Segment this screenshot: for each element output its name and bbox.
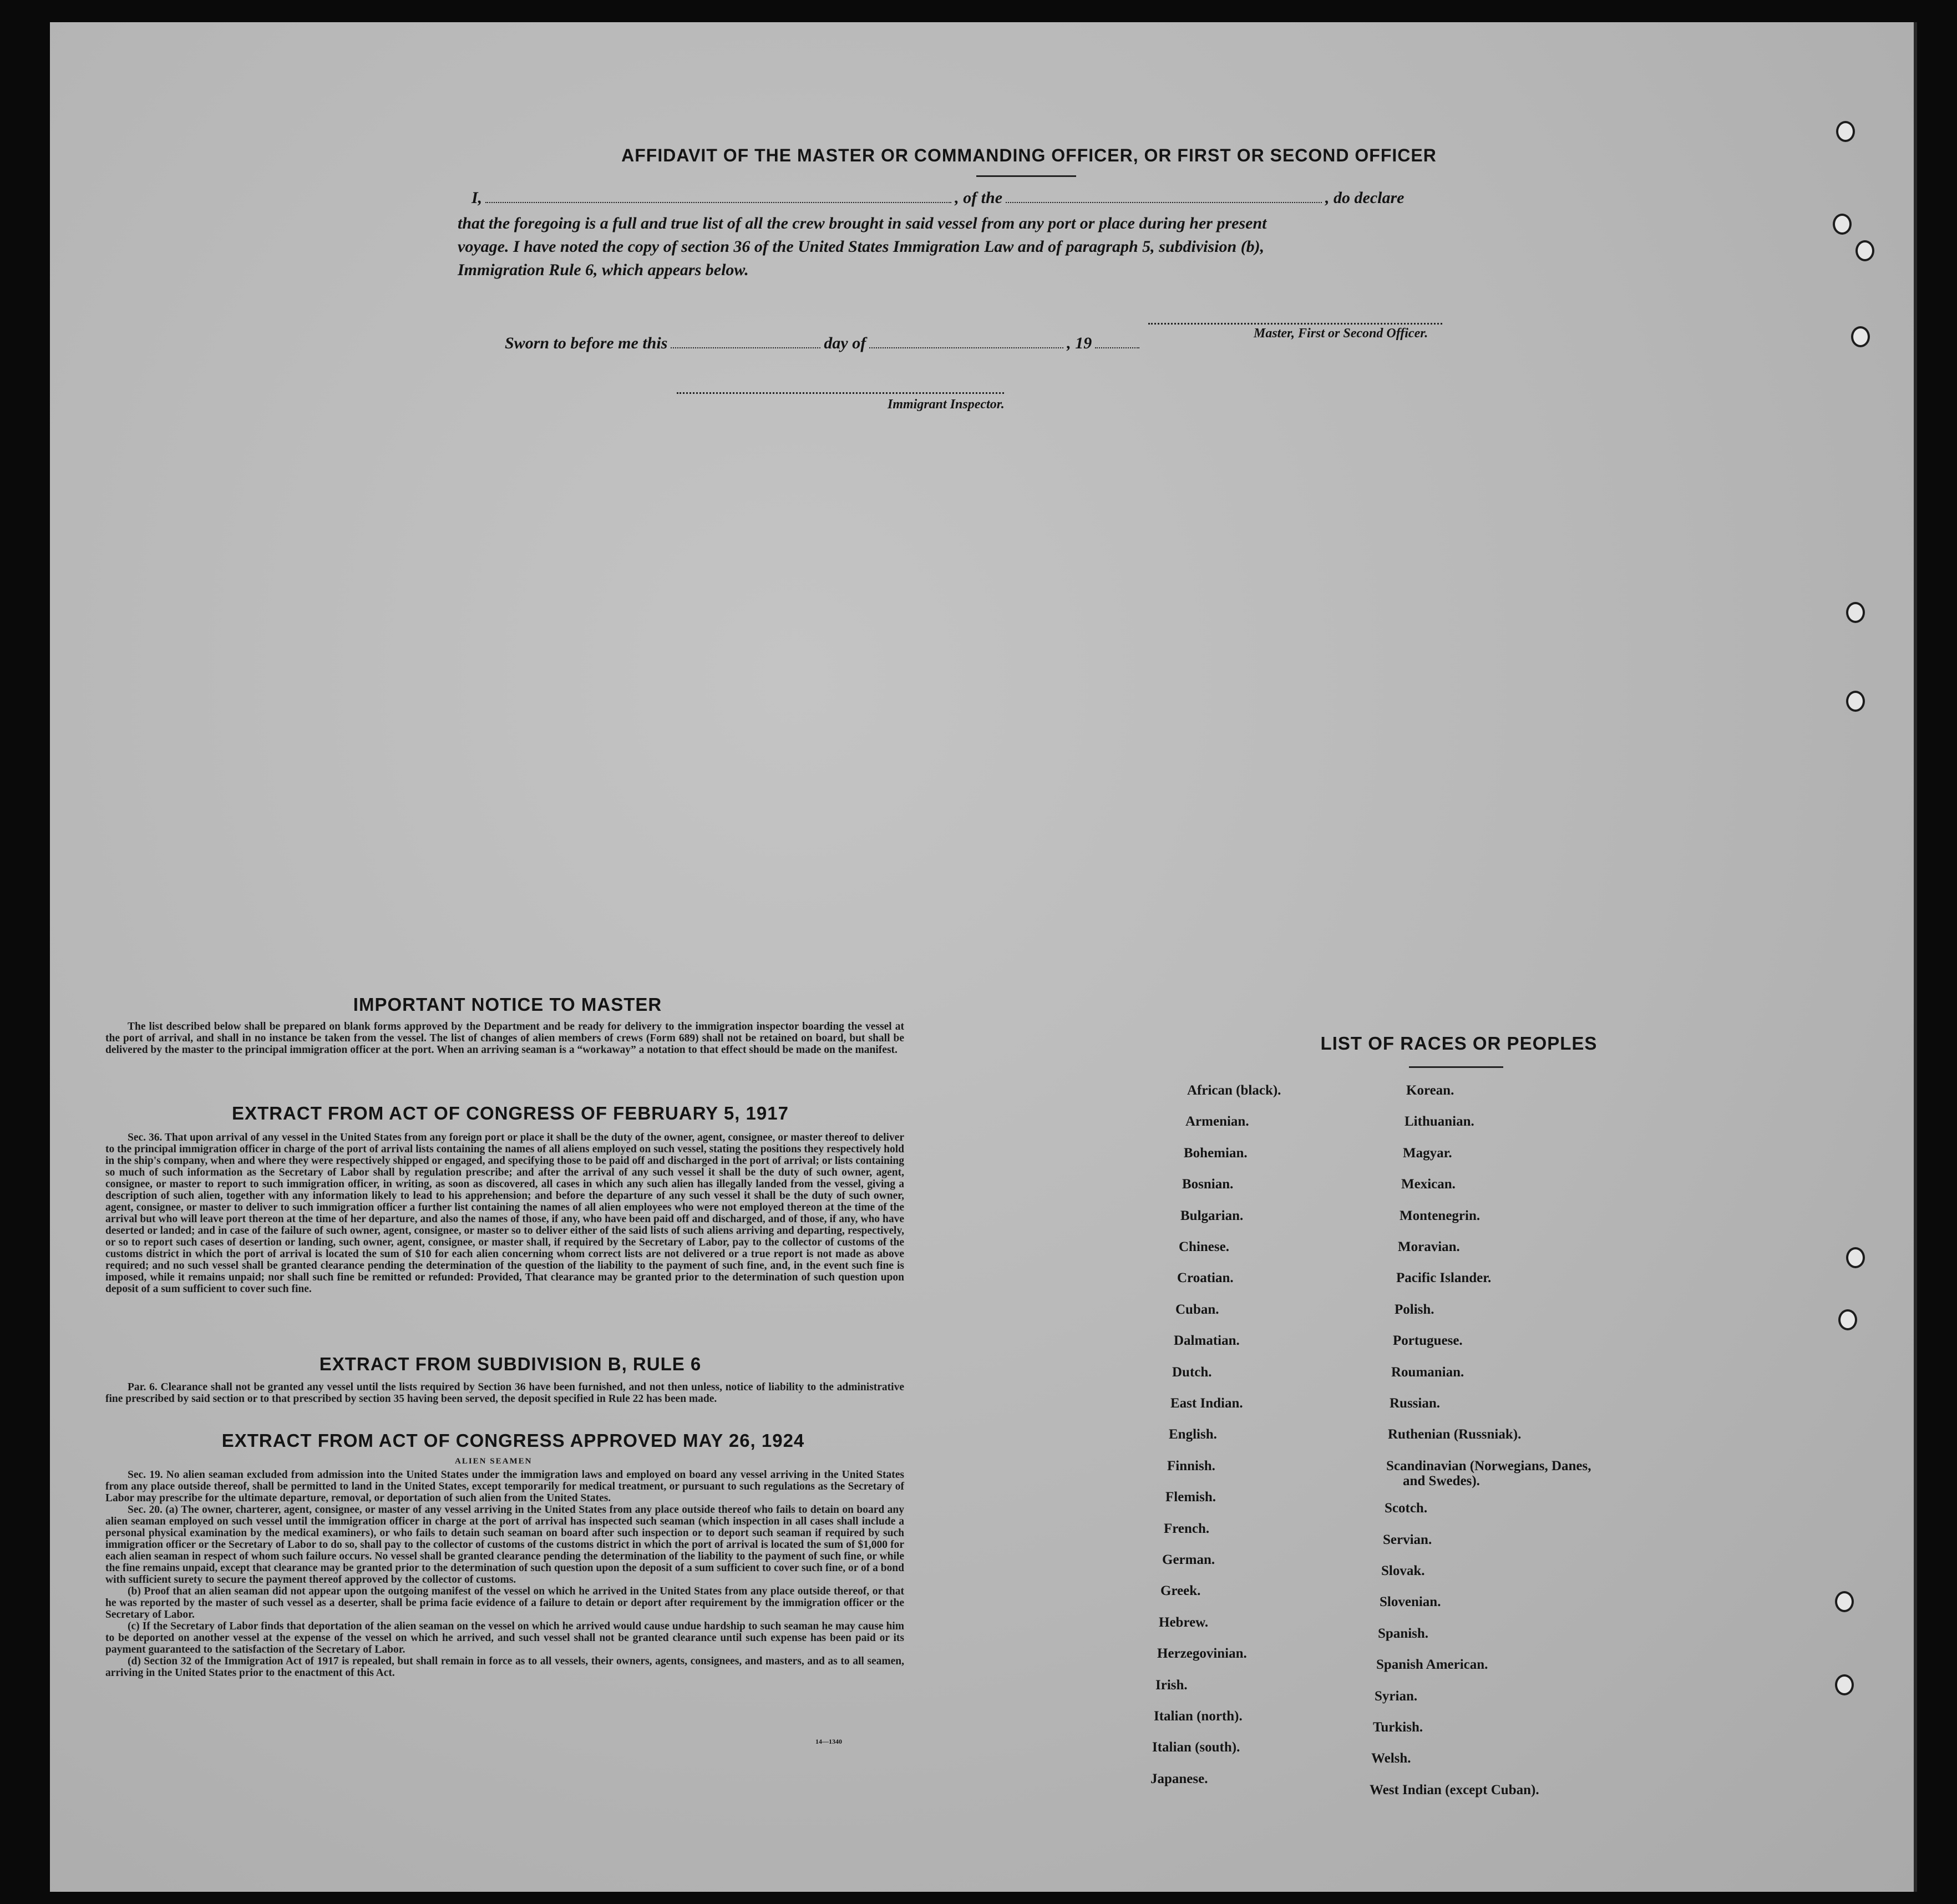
race-item: Pacific Islander. (1396, 1270, 1492, 1285)
month-blank (869, 347, 1063, 348)
affidavit-title: AFFIDAVIT OF THE MASTER OR COMMANDING OFFICER, OR FIRST OR SECOND OFFICER (621, 145, 1437, 165)
race-item: Flemish. (1165, 1490, 1216, 1505)
race-item: Montenegrin. (1400, 1208, 1481, 1223)
race-item: Moravian. (1398, 1239, 1460, 1254)
punch-hole (1838, 1309, 1857, 1330)
year-label: , 19 (1067, 334, 1092, 352)
rule6-text (105, 1381, 904, 1405)
race-item: Turkish. (1373, 1720, 1423, 1735)
extract-1924-paragraph: (d) Section 32 of the Immigration Act of 1917 is repealed, but shall remain in force as to all vessels, their owners, agents, consignees, and masters, and as to all seamen, arriving in the United States prior to the enactment of this Act. (105, 1655, 904, 1679)
punch-hole (1851, 326, 1870, 347)
race-item: Syrian. (1375, 1689, 1418, 1704)
race-item: Irish. (1155, 1678, 1188, 1693)
race-item: Chinese. (1179, 1239, 1229, 1254)
notice-paragraph: The list described below shall be prepared on blank forms approved by the Department and be ready for delivery to the immigration inspector boarding the vessel at the port of arrival, and shall in no instance be taken from the vessel. The list of changes of alien members of crews (Form 689) shall not be retained on board, but shall be delivered by the master to the principal immigration officer at the port. When an arriving seaman is a “workaway” a notation to that effect should be made on the manifest. (105, 1021, 904, 1056)
race-item: Italian (south). (1152, 1740, 1240, 1755)
notice-title: IMPORTANT NOTICE TO MASTER (353, 994, 662, 1015)
affidavit-line-2: that the foregoing is a full and true list of all the crew brought in said vessel from any port or place during her present (458, 214, 1267, 232)
race-item: Cuban. (1175, 1302, 1219, 1317)
punch-hole (1846, 602, 1865, 623)
sworn-line (505, 334, 1143, 353)
race-item: Russian. (1390, 1396, 1441, 1411)
affidavit-i-label: I, (471, 189, 483, 207)
affidavit-of-the-label: , of the (955, 189, 1003, 207)
affidavit-title-rule (976, 175, 1076, 177)
form-number: 14—1340 (815, 1738, 842, 1745)
affidavit-line-1 (471, 189, 1404, 207)
race-item: Welsh. (1371, 1751, 1411, 1766)
document-sheet (50, 22, 1917, 1892)
punch-hole (1836, 121, 1855, 142)
extract-1924-paragraph: Sec. 20. (a) The owner, charterer, agent, consignee, or master of any vessel arriving in the United States from any place outside thereof who fails to detain on board any alien seaman employed on such vessel until the immigration officer in charge at the port of arrival has inspected such seaman (which inspection in all cases shall include a personal physical examination by the medical examiners), or who fails to detain such seaman on board after such inspection or to deport such seaman if required by such immigration officer or the Secretary of Labor to do so, shall pay to the collector of customs of the customs district in which the port of arrival is located the sum of $1,000 for each alien seaman in respect of whom such failure occurs. No vessel shall be granted clearance pending the determination of the liability to the payment of such fine, or while the fine remains unpaid, except that clearance may be granted prior to the determination of such question upon the deposit of a sum sufficient to cover such fine, or of a bond with sufficient surety to secure the payment thereof approved by the collector of customs. (105, 1504, 904, 1586)
master-signature-label: Master, First or Second Officer. (1254, 326, 1428, 341)
race-item: Spanish American. (1376, 1657, 1488, 1672)
extract-1924-paragraph: (b) Proof that an alien seaman did not appear upon the outgoing manifest of the vessel on which he arrived in the United States from any place outside thereof, or that he was reported by the master of such vessel as a deserter, shall be prima facie evidence of a failure to detain or deport after requirement by the immigration officer or the Secretary of Labor. (105, 1586, 904, 1621)
race-item: Japanese. (1150, 1771, 1208, 1786)
extract-1917-text (105, 1132, 904, 1295)
extract-1924-title: EXTRACT FROM ACT OF CONGRESS APPROVED MAY 26, 1924 (221, 1430, 805, 1451)
races-title-rule (1409, 1066, 1503, 1068)
race-item: Slovak. (1381, 1563, 1425, 1578)
race-item: Slovenian. (1380, 1594, 1441, 1609)
races-title: LIST OF RACES OR PEOPLES (1320, 1033, 1598, 1054)
race-item: Lithuanian. (1405, 1114, 1474, 1129)
alien-seamen-subhead: ALIEN SEAMEN (455, 1457, 533, 1466)
affidavit-line-4: Immigration Rule 6, which appears below. (458, 261, 749, 279)
affidavit-declare-label: , do declare (1325, 189, 1405, 207)
race-item: Korean. (1406, 1083, 1454, 1098)
race-item: Scotch. (1385, 1501, 1428, 1516)
vessel-blank (1006, 201, 1322, 203)
race-item: Mexican. (1401, 1177, 1456, 1192)
rule6-title: EXTRACT FROM SUBDIVISION B, RULE 6 (319, 1354, 702, 1374)
race-item: Roumanian. (1391, 1365, 1464, 1380)
race-item: Ruthenian (Russniak). (1388, 1427, 1522, 1442)
race-item: Armenian. (1185, 1114, 1249, 1129)
race-item: Hebrew. (1159, 1615, 1209, 1630)
extract-1924-text (105, 1469, 904, 1679)
punch-hole (1833, 214, 1852, 235)
year-blank (1095, 347, 1139, 348)
race-item: Finnish. (1167, 1459, 1215, 1473)
race-item: Croatian. (1177, 1270, 1234, 1285)
race-item: African (black). (1187, 1083, 1281, 1098)
race-item: Herzegovinian. (1157, 1646, 1247, 1661)
race-item: Magyar. (1403, 1146, 1452, 1161)
day-blank (671, 347, 820, 348)
race-item: West Indian (except Cuban). (1370, 1783, 1539, 1797)
punch-hole (1855, 240, 1874, 261)
extract-1917-title: EXTRACT FROM ACT OF CONGRESS OF FEBRUARY 5, 1917 (232, 1103, 789, 1123)
inspector-signature-line (677, 391, 1004, 394)
race-item: Bulgarian. (1180, 1208, 1244, 1223)
day-of-label: day of (824, 334, 866, 352)
race-item: East Indian. (1170, 1396, 1243, 1411)
race-item: Servian. (1383, 1532, 1432, 1547)
extract-1917-paragraph: Sec. 36. That upon arrival of any vessel in the United States from any foreign port or place it shall be the duty of the owner, agent, consignee, or master thereof to deliver to the principal immigration officer in charge of the port of arrival lists containing the names of all aliens employed on such vessel, stating the positions they respectively hold in the ship's company, when and where they were respectively shipped or engaged, and specifying those to be paid off and discharged in the port of arrival; or lists containing so much of such information as the Secretary of Labor shall by regulation prescribe; and after the arrival of any such vessel it shall be the duty of such owner, agent, consignee, or master to report to such immigration officer, in writing, as soon as discovered, all cases in which any such alien has illegally landed from the vessel, giving a description of such alien, together with any information likely to lead to his apprehension; and before the departure of any such vessel it shall be the duty of such owner, agent, consignee, or master to deliver to such immigration officer a further list containing the names of all alien employees who were not employed thereon at the time of the arrival but who will leave port thereon at the time of her departure, and also the names of those, if any, who have been paid off and discharged, and of those, if any, who have deserted or landed; and in case of the failure of such owner, agent, consignee, or master so to deliver either of the said lists of such aliens arriving and departing, respectively, or so to report such cases of desertion or landing, such owner, agent, consignee, or master shall, if required by the Secretary of Labor, pay to the collector of customs of the customs district in which the port of arrival is located the sum of $10 for each alien concerning whom correct lists are not delivered or a true report is not made as above required; and no such vessel shall be granted clearance pending the determination of the question of the liability to the payment of such fine, and, in the event such fine is imposed, while it remains unpaid; nor shall such fine be remitted or refunded: Provided, That clearance may be granted prior to the determination of such question upon deposit of a sum sufficient to cover such fine. (105, 1132, 904, 1295)
race-item: Dutch. (1172, 1365, 1212, 1380)
rule6-paragraph: Par. 6. Clearance shall not be granted any vessel until the lists required by Section 36 have been furnished, and not then unless, notice of liability to the administrative fine prescribed by said section or to that prescribed by section 35 having been served, the deposit specified in Rule 22 has been made. (105, 1381, 904, 1405)
punch-hole (1846, 691, 1865, 712)
race-item: German. (1162, 1552, 1215, 1567)
race-item: Polish. (1395, 1302, 1434, 1317)
race-item: French. (1164, 1521, 1210, 1536)
name-blank (485, 201, 951, 203)
punch-hole (1846, 1247, 1865, 1268)
race-item: Bohemian. (1184, 1146, 1248, 1161)
race-item: Greek. (1160, 1583, 1201, 1598)
race-item: Dalmatian. (1174, 1333, 1240, 1348)
extract-1924-paragraph: Sec. 19. No alien seaman excluded from admission into the United States under the immigration laws and employed on board any vessel arriving in the United States from any place outside thereof, shall be permitted to land in the United States, except temporarily for medical treatment, or pursuant to such regulations as the Secretary of Labor may prescribe for the ultimate departure, removal, or deportation of such alien from the United States. (105, 1469, 904, 1504)
master-signature-line (1148, 322, 1442, 325)
race-item: Portuguese. (1393, 1333, 1463, 1348)
punch-hole (1835, 1674, 1854, 1695)
race-item: Scandinavian (Norwegians, Danes, and Swedes). (1386, 1459, 1591, 1488)
notice-text (105, 1021, 904, 1056)
race-item: Bosnian. (1182, 1177, 1234, 1192)
punch-hole (1835, 1591, 1854, 1612)
race-item: English. (1169, 1427, 1217, 1442)
race-item: Italian (north). (1154, 1709, 1243, 1724)
sworn-label: Sworn to before me this (505, 334, 668, 352)
extract-1924-paragraph: (c) If the Secretary of Labor finds that deportation of the alien seaman on the vessel on which he arrived would cause undue hardship to such seaman he may cause him to be deported on another vessel at the expense of the vessel on which he arrived, and such vessel shall not be granted clearance until such expense has been paid or its payment guaranteed to the satisfaction of the Secretary of Labor. (105, 1621, 904, 1655)
inspector-signature-label: Immigrant Inspector. (888, 397, 1005, 412)
race-item: Spanish. (1378, 1626, 1429, 1641)
affidavit-line-3: voyage. I have noted the copy of section 36 of the United States Immigration Law and of paragraph 5, subdivision (b), (458, 237, 1265, 256)
